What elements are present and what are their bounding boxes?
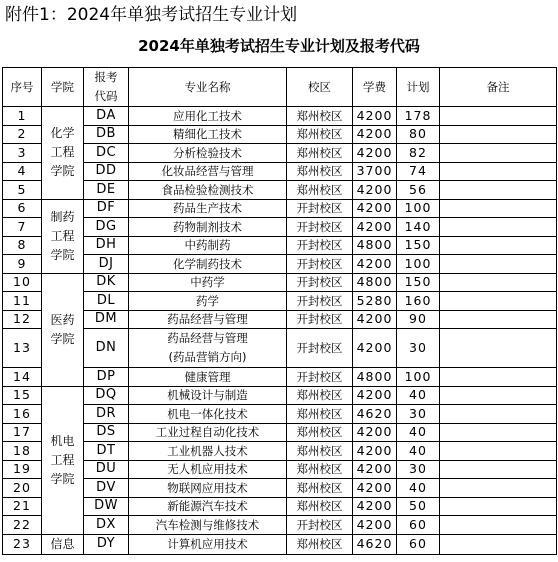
header-fee: 学费	[353, 68, 397, 107]
table-row	[3, 405, 557, 424]
major-name: 机械设计与制造	[167, 388, 248, 403]
cell-campus: 郑州校区	[287, 125, 353, 144]
cell-seq: 2	[3, 125, 42, 144]
cell-college	[42, 199, 84, 273]
cell-campus: 郑州校区	[287, 442, 353, 461]
cell-fee: 4200	[353, 125, 397, 144]
cell-campus: 开封校区	[287, 368, 353, 387]
cell-fee: 4620	[353, 405, 397, 424]
cell-plan: 40	[397, 442, 440, 461]
major-name: 健康管理	[184, 369, 231, 384]
table-row	[3, 442, 557, 461]
cell-major	[129, 218, 287, 237]
major-name: 应用化工技术	[173, 108, 242, 123]
major-name: 食品检验检测技术	[161, 182, 254, 197]
cell-plan: 160	[397, 292, 440, 311]
cell-note	[440, 329, 557, 368]
cell-fee: 4200	[353, 497, 397, 516]
major-name: 中药学	[190, 275, 225, 290]
cell-college	[42, 386, 84, 534]
college-name-line: 工程	[50, 452, 75, 467]
cell-major	[129, 199, 287, 218]
table-row	[3, 236, 557, 255]
cell-code: DS	[84, 423, 129, 442]
cell-note	[440, 534, 557, 554]
cell-plan: 30	[397, 329, 440, 368]
cell-campus: 郑州校区	[287, 405, 353, 424]
cell-major	[129, 273, 287, 292]
header-campus: 校区	[287, 68, 353, 107]
cell-plan: 100	[397, 368, 440, 387]
cell-note	[440, 125, 557, 144]
cell-seq: 14	[3, 368, 42, 387]
major-name: 汽车检测与维修技术	[155, 517, 260, 532]
major-name: 计算机应用技术	[167, 537, 248, 551]
major-name: 物联网应用技术	[167, 480, 248, 495]
cell-code: DH	[84, 236, 129, 255]
cell-major	[129, 460, 287, 479]
cell-code: DW	[84, 497, 129, 516]
cell-plan: 56	[397, 181, 440, 200]
table-row	[3, 368, 557, 387]
major-name: 中药制药	[184, 238, 231, 253]
cell-seq: 3	[3, 144, 42, 163]
table-row	[3, 218, 557, 237]
cell-code: DR	[84, 405, 129, 424]
header-seq: 序号	[3, 68, 42, 107]
cell-note	[440, 516, 557, 535]
college-name-line: 学院	[50, 331, 75, 346]
cell-plan: 30	[397, 460, 440, 479]
cell-major	[129, 236, 287, 255]
major-name: 化学制药技术	[173, 256, 242, 271]
cell-campus: 开封校区	[287, 236, 353, 255]
cell-fee: 4200	[353, 199, 397, 218]
cell-fee: 4200	[353, 107, 397, 126]
cell-fee: 4200	[353, 255, 397, 274]
cell-fee: 4800	[353, 368, 397, 387]
major-name: 工业过程自动化技术	[155, 425, 260, 440]
cell-code: DB	[84, 125, 129, 144]
table-row	[3, 516, 557, 535]
table-row	[3, 497, 557, 516]
cell-campus: 郑州校区	[287, 497, 353, 516]
cell-plan: 80	[397, 125, 440, 144]
cell-seq: 15	[3, 386, 42, 405]
table-row	[3, 107, 557, 126]
cell-fee: 4200	[353, 144, 397, 163]
cell-code: DU	[84, 460, 129, 479]
cell-code: DV	[84, 479, 129, 498]
cell-seq: 20	[3, 479, 42, 498]
cell-note	[440, 479, 557, 498]
cell-campus: 郑州校区	[287, 162, 353, 181]
cell-major	[129, 516, 287, 535]
cell-seq: 21	[3, 497, 42, 516]
cell-college	[42, 273, 84, 386]
cell-code: DC	[84, 144, 129, 163]
cell-code: DQ	[84, 386, 129, 405]
cell-plan: 40	[397, 386, 440, 405]
cell-campus: 郑州校区	[287, 144, 353, 163]
header-code-line2: 代码	[94, 89, 118, 103]
college-name-line: 学院	[50, 247, 75, 262]
table-row	[3, 310, 557, 329]
table-title: 2024年单独考试招生专业计划及报考代码	[138, 37, 420, 55]
table-row	[3, 162, 557, 181]
major-name: 工业机器人技术	[167, 443, 248, 458]
cell-plan: 82	[397, 144, 440, 163]
cell-fee: 4200	[353, 329, 397, 368]
cell-note	[440, 181, 557, 200]
cell-major	[129, 386, 287, 405]
cell-major	[129, 329, 287, 368]
cell-seq: 1	[3, 107, 42, 126]
cell-campus: 开封校区	[287, 255, 353, 274]
cell-campus: 郑州校区	[287, 479, 353, 498]
cell-fee: 4200	[353, 181, 397, 200]
cell-fee: 4200	[353, 442, 397, 461]
cell-code: DG	[84, 218, 129, 237]
college-name-line: 机电	[50, 433, 75, 448]
cell-code: DA	[84, 107, 129, 126]
cell-fee: 4800	[353, 236, 397, 255]
cell-seq: 9	[3, 255, 42, 274]
cell-seq: 10	[3, 273, 42, 292]
major-name: 分析检验技术	[173, 145, 242, 160]
header-note: 备注	[440, 68, 557, 107]
cell-note	[440, 218, 557, 237]
table-row	[3, 479, 557, 498]
cell-code: DL	[84, 292, 129, 311]
cell-plan: 74	[397, 162, 440, 181]
enrollment-plan-table	[2, 67, 557, 555]
cell-seq: 8	[3, 236, 42, 255]
table-row	[3, 255, 557, 274]
cell-major	[129, 534, 287, 554]
cell-major	[129, 442, 287, 461]
cell-plan: 150	[397, 236, 440, 255]
cell-major	[129, 181, 287, 200]
cell-note	[440, 255, 557, 274]
cell-plan: 140	[397, 218, 440, 237]
cell-plan: 60	[397, 516, 440, 535]
cell-campus: 开封校区	[287, 199, 353, 218]
cell-major	[129, 423, 287, 442]
cell-plan: 100	[397, 255, 440, 274]
cell-fee: 4200	[353, 516, 397, 535]
table-row	[3, 386, 557, 405]
header-code	[84, 68, 129, 107]
cell-fee: 3700	[353, 162, 397, 181]
cell-seq: 16	[3, 405, 42, 424]
cell-major	[129, 405, 287, 424]
cell-seq: 11	[3, 292, 42, 311]
cell-note	[440, 162, 557, 181]
cell-code: DE	[84, 181, 129, 200]
cell-note	[440, 460, 557, 479]
cell-major	[129, 107, 287, 126]
cell-fee: 4200	[353, 479, 397, 498]
cell-note	[440, 199, 557, 218]
cell-fee: 4620	[353, 534, 397, 554]
cell-seq: 4	[3, 162, 42, 181]
cell-fee: 4200	[353, 218, 397, 237]
cell-code: DY	[84, 534, 129, 554]
cell-campus: 开封校区	[287, 218, 353, 237]
cell-code: DK	[84, 273, 129, 292]
header-college: 学院	[42, 68, 84, 107]
cell-seq: 7	[3, 218, 42, 237]
cell-note	[440, 273, 557, 292]
cell-campus: 开封校区	[287, 516, 353, 535]
table-row	[3, 460, 557, 479]
cell-college	[42, 107, 84, 200]
cell-seq: 22	[3, 516, 42, 535]
cell-college: 信息	[42, 534, 84, 554]
cell-major	[129, 125, 287, 144]
table-row	[3, 199, 557, 218]
table-row	[3, 125, 557, 144]
major-name: 药学	[196, 293, 219, 308]
cell-note	[440, 497, 557, 516]
college-name-line: 学院	[50, 164, 75, 179]
cell-campus: 开封校区	[287, 329, 353, 368]
major-name-line2: (药品营销方向)	[168, 350, 247, 364]
cell-plan: 100	[397, 199, 440, 218]
major-name: 药物制剂技术	[173, 219, 242, 234]
cell-major	[129, 255, 287, 274]
cell-code: DN	[84, 329, 129, 368]
cell-note	[440, 292, 557, 311]
cell-code: DP	[84, 368, 129, 387]
cell-major	[129, 144, 287, 163]
cell-major	[129, 162, 287, 181]
major-name: 药品生产技术	[173, 201, 242, 216]
cell-note	[440, 236, 557, 255]
college-name-line: 医药	[50, 312, 75, 327]
cell-seq: 13	[3, 329, 42, 368]
cell-note	[440, 368, 557, 387]
cell-plan: 150	[397, 273, 440, 292]
cell-seq: 5	[3, 181, 42, 200]
cell-code: DM	[84, 310, 129, 329]
cell-fee: 5280	[353, 292, 397, 311]
cell-fee: 4200	[353, 310, 397, 329]
cell-major	[129, 310, 287, 329]
cell-note	[440, 144, 557, 163]
cell-seq: 19	[3, 460, 42, 479]
cell-seq: 23	[3, 534, 42, 554]
header-code-line1: 报考	[94, 70, 118, 84]
cell-major	[129, 479, 287, 498]
cell-note	[440, 423, 557, 442]
header-major: 专业名称	[129, 68, 287, 107]
major-name: 药品经营与管理	[167, 312, 248, 327]
table-row	[3, 534, 557, 554]
cell-note	[440, 405, 557, 424]
college-name-line: 学院	[50, 471, 75, 486]
cell-fee: 4200	[353, 386, 397, 405]
cell-note	[440, 386, 557, 405]
cell-plan: 50	[397, 497, 440, 516]
cell-campus: 郑州校区	[287, 460, 353, 479]
cell-campus: 郑州校区	[287, 181, 353, 200]
cell-note	[440, 442, 557, 461]
cell-fee: 4800	[353, 273, 397, 292]
cell-plan: 30	[397, 405, 440, 424]
major-name: 新能源汽车技术	[167, 499, 248, 514]
cell-code: DJ	[84, 255, 129, 274]
cell-code: DT	[84, 442, 129, 461]
major-name: 无人机应用技术	[167, 462, 248, 477]
college-name-line: 工程	[50, 228, 75, 243]
cell-campus: 开封校区	[287, 310, 353, 329]
major-name: 化妆品经营与管理	[161, 164, 254, 179]
cell-major	[129, 368, 287, 387]
cell-code: DF	[84, 199, 129, 218]
header-row	[3, 68, 557, 107]
cell-campus: 郑州校区	[287, 107, 353, 126]
table-row	[3, 423, 557, 442]
cell-campus: 郑州校区	[287, 386, 353, 405]
major-name: 机电一体化技术	[167, 406, 248, 421]
cell-seq: 17	[3, 423, 42, 442]
major-name: 药品经营与管理	[167, 331, 248, 345]
cell-plan: 178	[397, 107, 440, 126]
attachment-label: 附件1：2024年单独考试招生专业计划	[5, 5, 298, 25]
cell-major	[129, 292, 287, 311]
cell-campus: 开封校区	[287, 292, 353, 311]
cell-code: DX	[84, 516, 129, 535]
college-name-line: 工程	[50, 145, 75, 160]
cell-plan: 40	[397, 423, 440, 442]
header-plan: 计划	[397, 68, 440, 107]
table-row	[3, 144, 557, 163]
major-name: 精细化工技术	[173, 127, 242, 142]
cell-fee: 4200	[353, 423, 397, 442]
cell-campus: 郑州校区	[287, 534, 353, 554]
table-row	[3, 181, 557, 200]
cell-seq: 6	[3, 199, 42, 218]
college-name-line: 化学	[50, 126, 75, 141]
cell-campus: 郑州校区	[287, 423, 353, 442]
cell-fee: 4200	[353, 460, 397, 479]
cell-seq: 18	[3, 442, 42, 461]
college-name-line: 制药	[50, 209, 75, 224]
cell-plan: 40	[397, 479, 440, 498]
cell-plan: 60	[397, 534, 440, 554]
cell-campus: 开封校区	[287, 273, 353, 292]
table-row	[3, 292, 557, 311]
table-row	[3, 273, 557, 292]
cell-plan: 90	[397, 310, 440, 329]
cell-note	[440, 310, 557, 329]
cell-code: DD	[84, 162, 129, 181]
cell-seq: 12	[3, 310, 42, 329]
cell-major	[129, 497, 287, 516]
table-row	[3, 329, 557, 368]
cell-note	[440, 107, 557, 126]
